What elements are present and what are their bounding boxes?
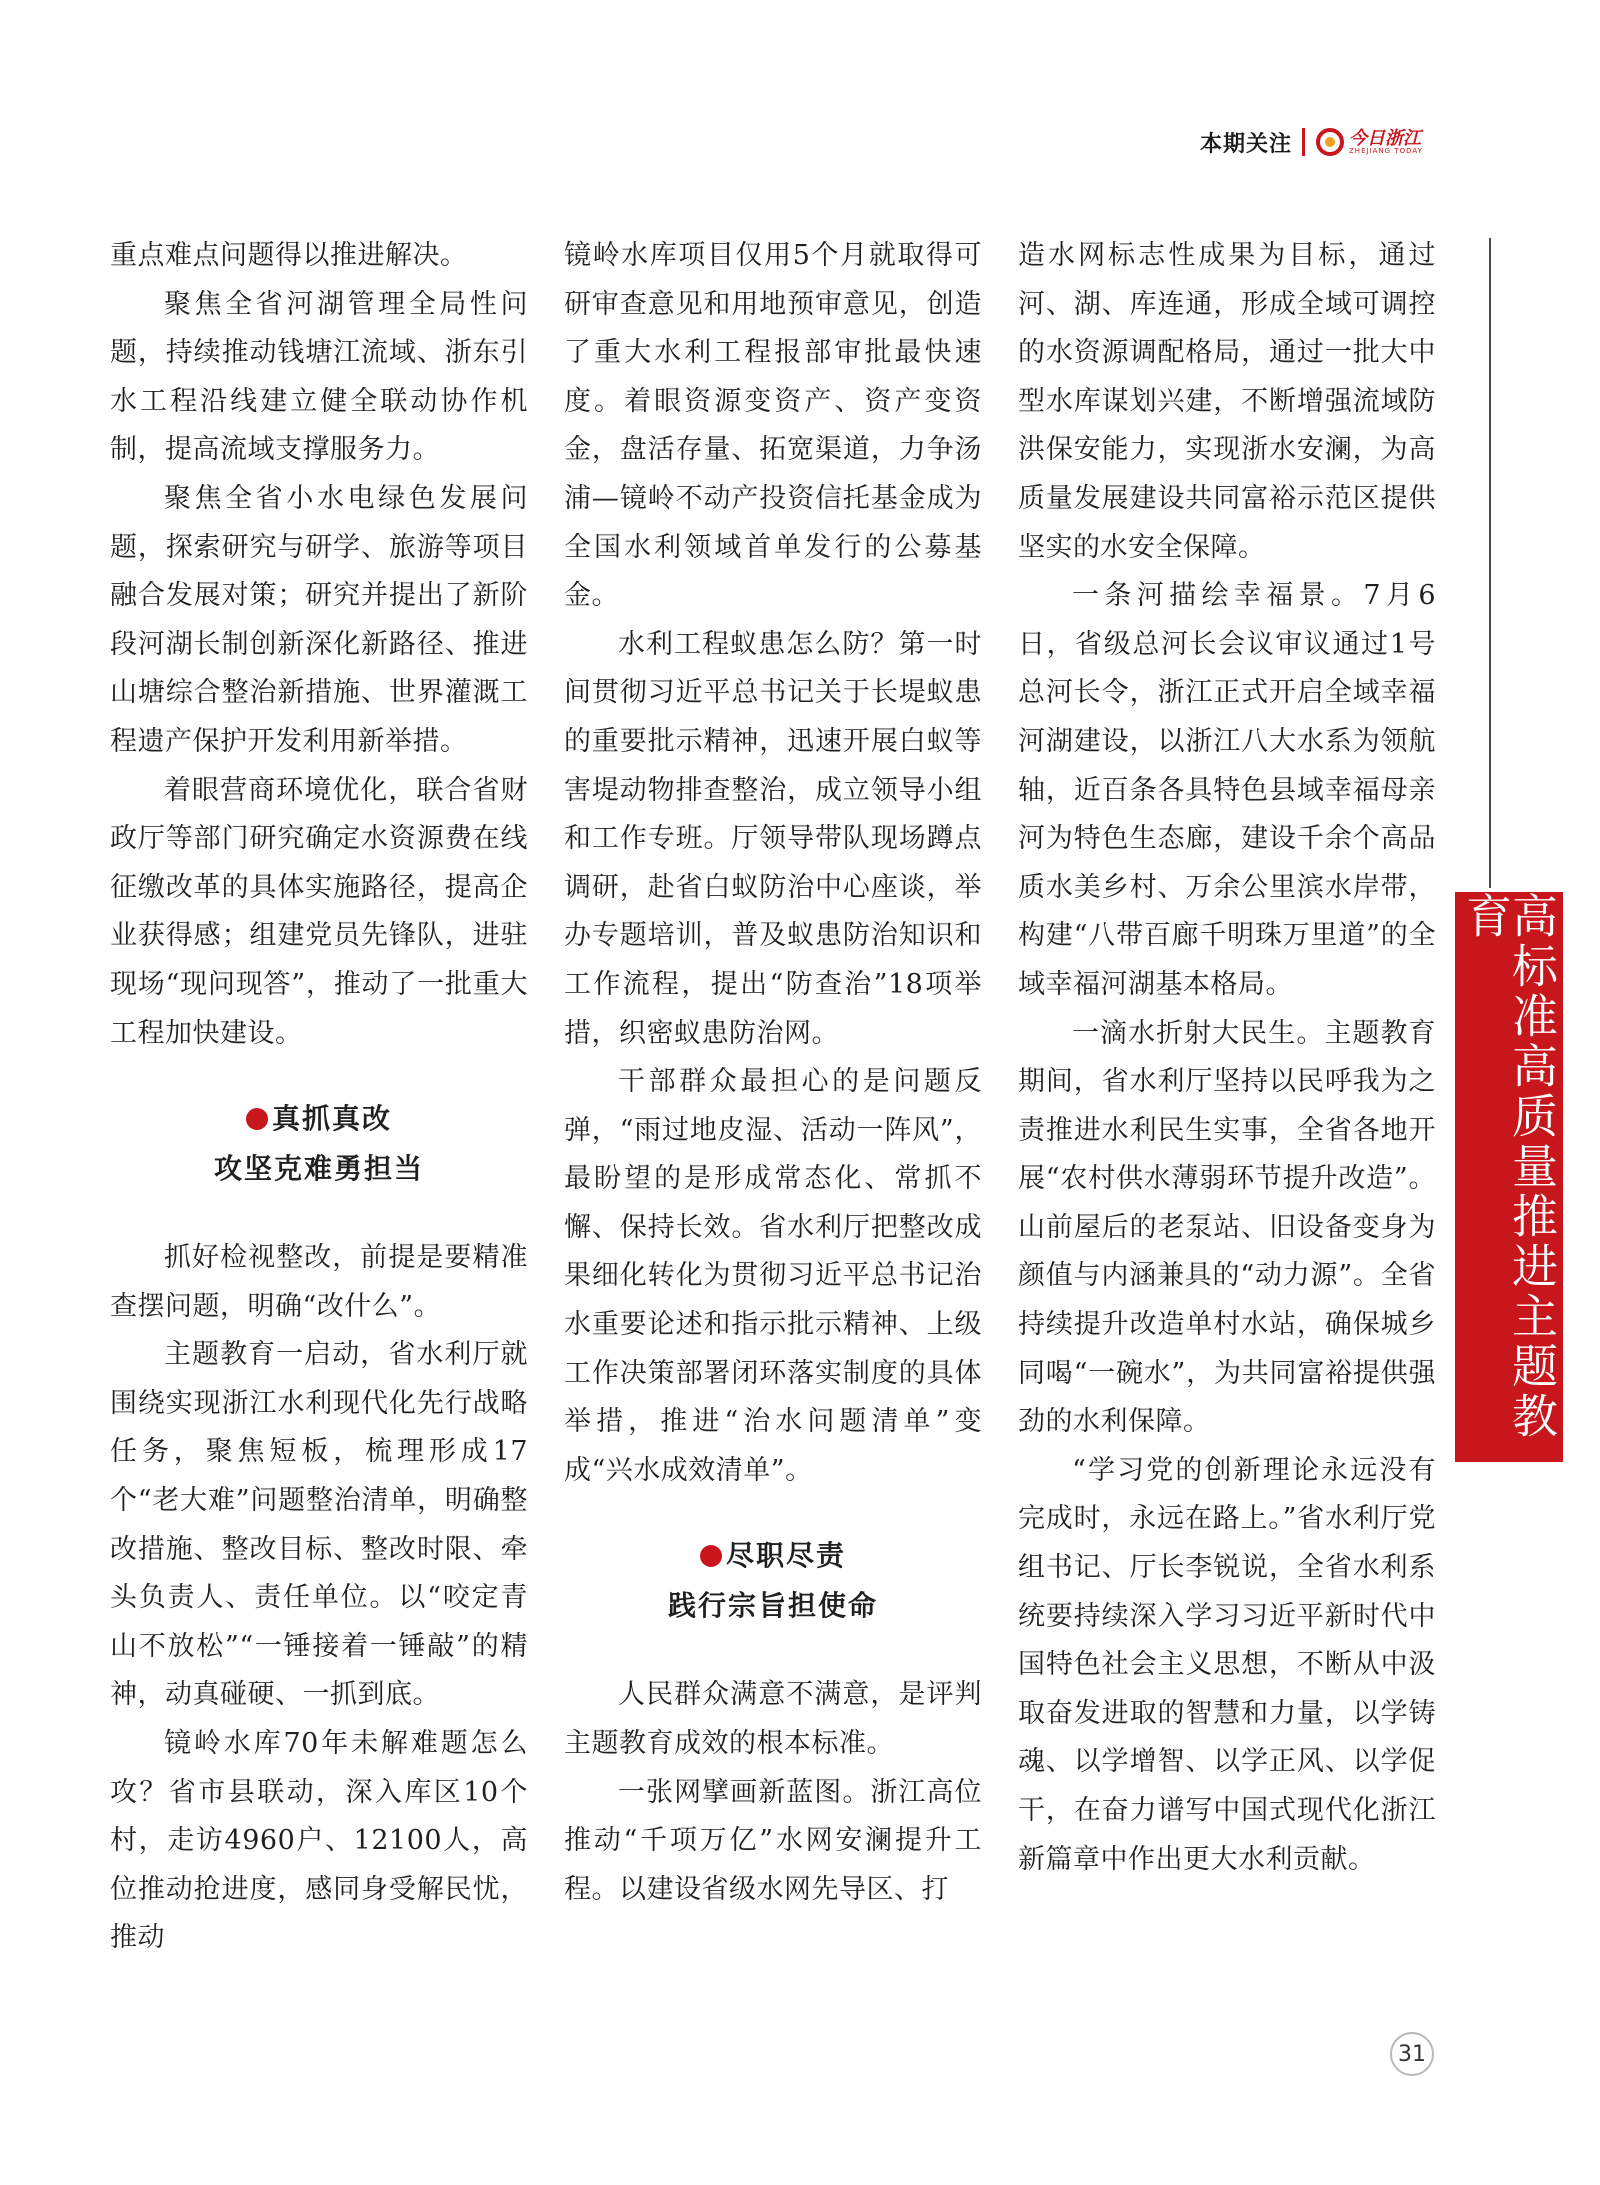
header-divider — [1302, 128, 1305, 156]
paragraph: 聚焦全省小水电绿色发展问题，探索研究与研学、旅游等项目融合发展对策；研究并提出了新阶段河湖长制创新深化新路径、推进山塘综合整治新措施、世界灌溉工程遗产保护开发利用新举措。 — [110, 482, 528, 757]
section-heading — [564, 1531, 982, 1631]
column-label: 本期关注 — [1200, 131, 1293, 157]
bullet-dot-icon — [246, 1108, 268, 1130]
side-banner-text: 高标准高质量推进主题教育 — [1459, 892, 1559, 1442]
bullet-dot-icon — [700, 1545, 722, 1567]
paragraph: 镜岭水库项目仅用5个月就取得可研审查意见和用地预审意见，创造了重大水利工程报部审批最快速度。着眼资源变资产、资产变资金，盘活存量、拓宽渠道，力争汤浦—镜岭不动产投资信托基金成为全国水利领域首单发行的公募基金。 — [564, 240, 982, 612]
side-divider-line — [1489, 238, 1491, 888]
side-banner — [1455, 892, 1563, 1462]
column-1 — [110, 232, 528, 1963]
section-heading — [110, 1094, 528, 1194]
section-title-main: 尽职尽责 — [725, 1539, 846, 1573]
paragraph: 聚焦全省河湖管理全局性问题，持续推动钱塘江流域、浙东引水工程沿线建立健全联动协作机制，提高流域支撑服务力。 — [110, 288, 528, 466]
column-3 — [1018, 232, 1436, 1884]
logo-swirl-icon — [1315, 127, 1345, 157]
section-title-main: 真抓真改 — [271, 1102, 392, 1136]
section-title-sub: 践行宗旨担使命 — [667, 1589, 878, 1623]
paragraph: “学习党的创新理论永远没有完成时，永远在路上。”省水利厅党组书记、厅长李锐说，全省水利系统要持续深入学习习近平新时代中国特色社会主义思想，不断从中汲取奋发进取的智慧和力量，以学铸魂、以学增智、以学正风、以学促干，在奋力谱写中国式现代化浙江新篇章中作出更大水利贡献。 — [1018, 1454, 1436, 1875]
paragraph: 镜岭水库70年未解难题怎么攻？省市县联动，深入库区10个村，走访4960户、12100人，高位推动抢进度，感同身受解民忧，推动 — [110, 1728, 528, 1954]
paragraph: 水利工程蚁患怎么防？第一时间贯彻习近平总书记关于长堤蚁患的重要批示精神，迅速开展白蚁等害堤动物排查整治，成立领导小组和工作专班。厅领导带队现场蹲点调研，赴省白蚁防治中心座谈，举办专题培训，普及蚁患防治知识和工作流程，提出“防查治”18项举措，织密蚁患防治网。 — [564, 628, 982, 1049]
paragraph: 一张网擘画新蓝图。浙江高位推动“千项万亿”水网安澜提升工程。以建设省级水网先导区、打 — [564, 1776, 982, 1905]
section-title-sub: 攻坚克难勇担当 — [213, 1152, 424, 1186]
logo-subtitle: ZHEJIANG TODAY — [1349, 146, 1423, 155]
paragraph: 抓好检视整改，前提是要精准查摆问题，明确“改什么”。 — [110, 1242, 528, 1322]
logo-title: 今日浙江 — [1349, 127, 1422, 149]
page-number: 31 — [1390, 2032, 1434, 2076]
column-2 — [564, 232, 982, 1914]
paragraph: 着眼营商环境优化，联合省财政厅等部门研究确定水资源费在线征缴改革的具体实施路径，提高企业获得感；组建党员先锋队，进驻现场“现问现答”，推动了一批重大工程加快建设。 — [110, 774, 528, 1049]
paragraph: 重点难点问题得以推进解决。 — [110, 240, 468, 271]
paragraph: 人民群众满意不满意，是评判主题教育成效的根本标准。 — [564, 1679, 982, 1760]
magazine-logo — [1315, 127, 1423, 157]
paragraph: 主题教育一启动，省水利厅就围绕实现浙江水利现代化先行战略任务，聚焦短板，梳理形成17个“老大难”问题整治清单，明确整改措施、整改目标、整改时限、牵头负责人、责任单位。以“咬定青山不放松”“一锤接着一锤敲”的精神，动真碰硬、一抓到底。 — [110, 1339, 528, 1711]
paragraph: 一滴水折射大民生。主题教育期间，省水利厅坚持以民呼我为之责推进水利民生实事，全省各地开展“农村供水薄弱环节提升改造”。山前屋后的老泵站、旧设备变身为颜值与内涵兼具的“动力源”。全省持续提升改造单村水站，确保城乡同喝“一碗水”，为共同富裕提供强劲的水利保障。 — [1018, 1017, 1436, 1438]
paragraph: 一条河描绘幸福景。7月6日，省级总河长会议审议通过1号总河长令，浙江正式开启全域幸福河湖建设，以浙江八大水系为领航轴，近百条各具特色县域幸福母亲河为特色生态廊，建设千余个高品质水美乡村、万余公里滨水岸带，构建“八带百廊千明珠万里道”的全域幸福河湖基本格局。 — [1018, 580, 1436, 1000]
page-header — [1200, 122, 1445, 162]
paragraph: 造水网标志性成果为目标，通过河、湖、库连通，形成全域可调控的水资源调配格局，通过一批大中型水库谋划兴建，不断增强流域防洪保安能力，实现浙水安澜，为高质量发展建设共同富裕示范区提供坚实的水安全保障。 — [1018, 240, 1436, 563]
paragraph: 干部群众最担心的是问题反弹，“雨过地皮湿、活动一阵风”，最盼望的是形成常态化、常抓不懈、保持长效。省水利厅把整改成果细化转化为贯彻习近平总书记治水重要论述和指示批示精神、上级工作决策部署闭环落实制度的具体举措，推进“治水问题清单”变成“兴水成效清单”。 — [564, 1066, 982, 1486]
